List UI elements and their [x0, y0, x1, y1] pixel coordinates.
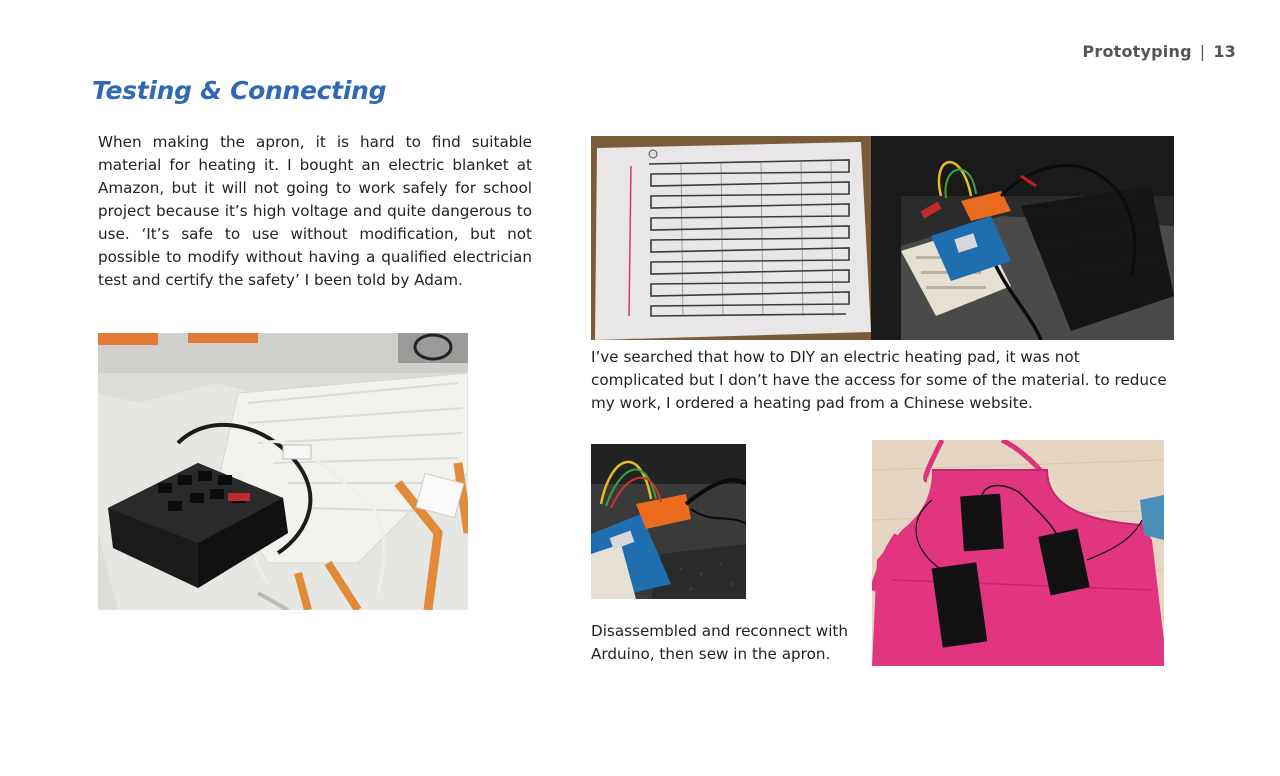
section-name: Prototyping [1082, 42, 1192, 61]
diy-paragraph: I’ve searched that how to DIY an electric heating pad, it was not complicated but I don’t have the access for some of the material. to reduce my work, I ordered a heating pad from a Chinese website. [591, 348, 1167, 412]
page-number: 13 [1213, 42, 1236, 61]
pink-apron-photo [872, 440, 1164, 666]
page-title: Testing & Connecting [92, 76, 387, 105]
arduino-closeup-photo [591, 444, 746, 599]
header-separator: | [1199, 42, 1206, 61]
intro-paragraph: When making the apron, it is hard to find suitable material for heating it. I bought an electric blanket at Amazon, but it will not going to work safely for school project because it’s high voltage and quite dangerous to use. ‘It’s safe to use without modification, but not possible to modify without having a qualified electrician test and certify the safety’ I been told by Adam. [98, 133, 532, 289]
assembly-paragraph: Disassembled and reconnect with Arduino, then sew in the apron. [591, 622, 849, 663]
diy-heating-pad-photo [591, 136, 901, 340]
arduino-heating-pad-photo [901, 136, 1174, 340]
electric-blanket-photo [98, 333, 468, 610]
page-header [1082, 42, 1236, 61]
